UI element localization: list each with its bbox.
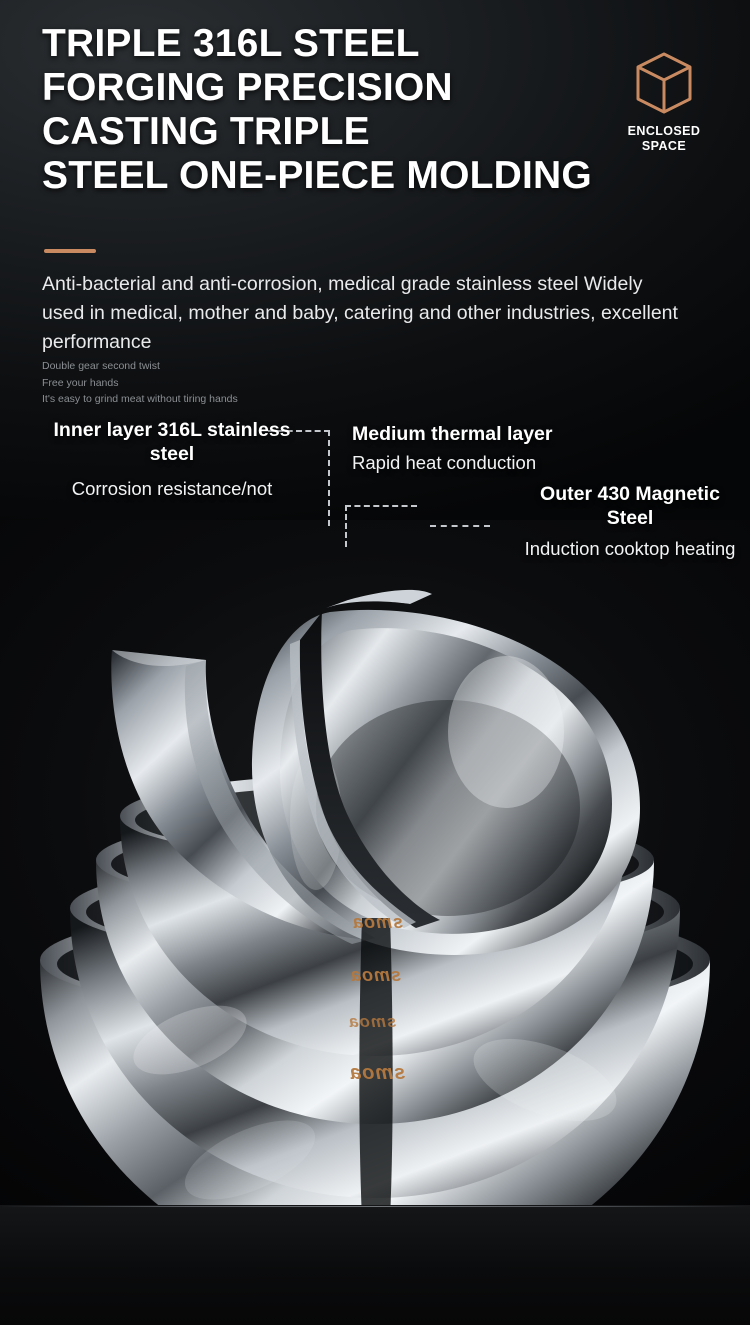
box-outline-icon — [604, 50, 724, 116]
badge-label-line-2: SPACE — [641, 139, 687, 153]
brand-mark: smoa — [349, 1062, 406, 1084]
microcopy-line-2: Free your hands — [42, 376, 119, 389]
enclosed-space-badge — [604, 50, 724, 154]
microcopy-line-3: It's easy to grind meat without tiring hands — [42, 393, 238, 405]
brand-mark: smoa — [352, 912, 404, 932]
callout-medium-title: Medium thermal layer — [352, 423, 553, 445]
microcopy-line-1: Double gear second twist — [42, 360, 160, 372]
microcopy-block — [42, 358, 512, 408]
badge-label — [604, 124, 724, 154]
callout-inner-title: Inner layer 316L stainless steel — [53, 419, 291, 465]
callout-outer-subtitle: Induction cooktop heating — [524, 538, 736, 559]
callout-outer-title: Outer 430 Magnetic Steel — [540, 483, 720, 529]
badge-label-line-1: ENCLOSED — [627, 124, 701, 138]
headline-line-3: CASTING TRIPLE — [42, 110, 370, 153]
callout-inner-layer — [52, 418, 292, 501]
floor-horizon-line — [0, 1206, 750, 1207]
accent-divider — [44, 249, 96, 253]
headline-line-1: TRIPLE 316L STEEL — [42, 22, 420, 65]
headline-line-4: STEEL ONE-PIECE MOLDING — [42, 154, 592, 197]
callout-medium-thermal-layer — [352, 422, 622, 475]
callout-medium-subtitle: Rapid heat conduction — [352, 452, 537, 473]
brand-mark: smoa — [348, 1012, 397, 1031]
floor-surface — [0, 1205, 750, 1325]
callout-inner-subtitle: Corrosion resistance/not — [71, 478, 273, 499]
subheadline-text: Anti-bacterial and anti-corrosion, medical grade stainless steel Widely used in medical, mother and baby, catering and other industries, excellent performance — [42, 273, 678, 353]
headline — [42, 22, 702, 198]
brand-mark: smoa — [350, 965, 402, 985]
headline-line-2: FORGING PRECISION — [42, 66, 453, 109]
